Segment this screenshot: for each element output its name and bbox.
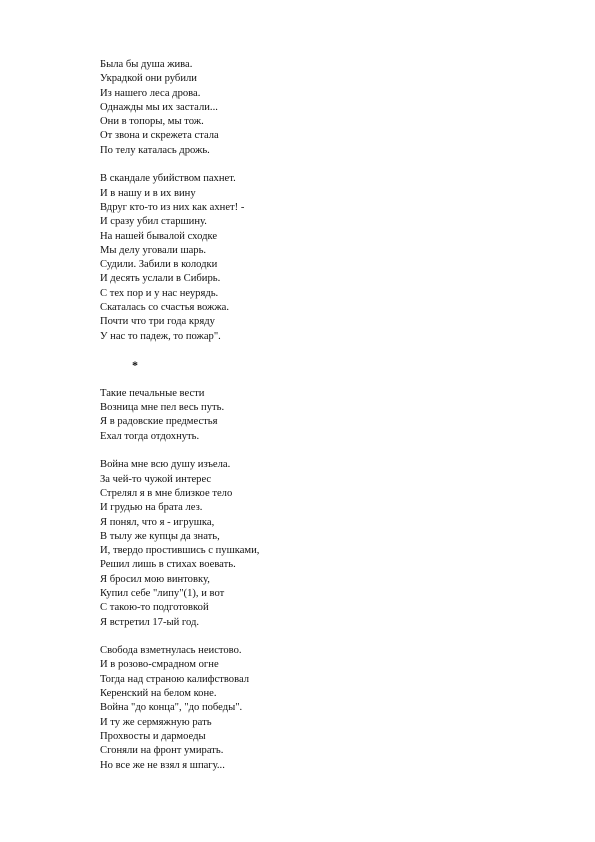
poem-line: И, твердо простившись с пушками, bbox=[100, 545, 260, 557]
poem-line: Такие печальные вести bbox=[100, 387, 205, 399]
poem-line: В скандале убийством пахнет. bbox=[100, 173, 236, 185]
poem-line: Стрелял я в мне близкое тело bbox=[100, 487, 233, 499]
poem-line: И в нашу и в их вину bbox=[100, 187, 196, 199]
poem-line: Я в радовские предместья bbox=[100, 416, 218, 428]
poem-line: И в розово-смрадном огне bbox=[100, 659, 219, 671]
poem-line: Тогда над страною калифствовал bbox=[100, 673, 250, 685]
poem-line: И сразу убил старшину. bbox=[100, 216, 207, 228]
poem-line: Решил лишь в стихах воевать. bbox=[100, 559, 236, 571]
poem-line: У нас то падеж, то пожар". bbox=[100, 330, 221, 342]
stanza-5 bbox=[100, 644, 520, 773]
poem-line: Была бы душа жива. bbox=[100, 59, 193, 70]
poem-line: И грудью на брата лез. bbox=[100, 502, 203, 514]
poem-line: Керенский на белом коне. bbox=[100, 688, 217, 700]
stanza-gap bbox=[100, 373, 520, 387]
stanza-1 bbox=[100, 58, 520, 158]
poem-line: Возница мне пел весь путь. bbox=[100, 402, 225, 414]
poem-line: Вдруг кто-то из них как ахнет! - bbox=[100, 201, 245, 213]
poem-line: Я встретил 17-ый год. bbox=[100, 616, 200, 628]
poem-line: В тылу же купцы да знать, bbox=[100, 530, 220, 542]
poem-line: Однажды мы их застали... bbox=[100, 101, 218, 113]
poem-line: Они в топоры, мы тож. bbox=[100, 116, 204, 128]
poem-line: Я бросил мою винтовку, bbox=[100, 573, 210, 585]
poem-line: С тех пор и у нас неурядь. bbox=[100, 287, 219, 299]
section-separator-asterisk: * bbox=[132, 358, 138, 373]
poem-line: Я понял, что я - игрушка, bbox=[100, 516, 215, 528]
poem-line: Мы делу уговали шарь. bbox=[100, 244, 207, 256]
poem-line: Судили. Забили в колодки bbox=[100, 259, 218, 271]
stanza-4 bbox=[100, 458, 520, 630]
poem-line: Свобода взметнулась неистово. bbox=[100, 645, 242, 657]
stanza-gap bbox=[100, 158, 520, 172]
poem-text bbox=[100, 58, 520, 773]
poem-line: Но все же не взял я шпагу... bbox=[100, 759, 225, 771]
poem-line: Почти что три года кряду bbox=[100, 316, 215, 328]
poem-line: Война мне всю душу изъела. bbox=[100, 459, 231, 471]
poem-line: Украдкой они рубили bbox=[100, 73, 197, 85]
stanza-gap bbox=[100, 344, 520, 358]
poem-line: С такою-то подготовкой bbox=[100, 602, 209, 614]
poem-line: Война "до конца", "до победы". bbox=[100, 702, 243, 714]
poem-line: Ехал тогда отдохнуть. bbox=[100, 430, 200, 442]
poem-line: И ту же сермяжную рать bbox=[100, 716, 212, 728]
poem-line: Прохвосты и дармоеды bbox=[100, 730, 206, 742]
stanza-2 bbox=[100, 172, 520, 344]
poem-line: От звона и скрежета стала bbox=[100, 130, 219, 142]
poem-line: За чей-то чужой интерес bbox=[100, 473, 212, 485]
poem-line: Купил себе "липу"(1), и вот bbox=[100, 587, 225, 599]
poem-line: Из нашего леса дрова. bbox=[100, 87, 201, 99]
poem-line: И десять услали в Сибирь. bbox=[100, 273, 221, 285]
poem-line: Скаталась со счастья вожжа. bbox=[100, 302, 230, 314]
poem-line: На нашей бывалой сходке bbox=[100, 230, 218, 242]
poem-line: Сгоняли на фронт умирать. bbox=[100, 745, 224, 757]
stanza-3 bbox=[100, 387, 520, 444]
stanza-gap bbox=[100, 630, 520, 644]
poem-line: По телу каталась дрожь. bbox=[100, 144, 210, 156]
stanza-gap bbox=[100, 444, 520, 458]
